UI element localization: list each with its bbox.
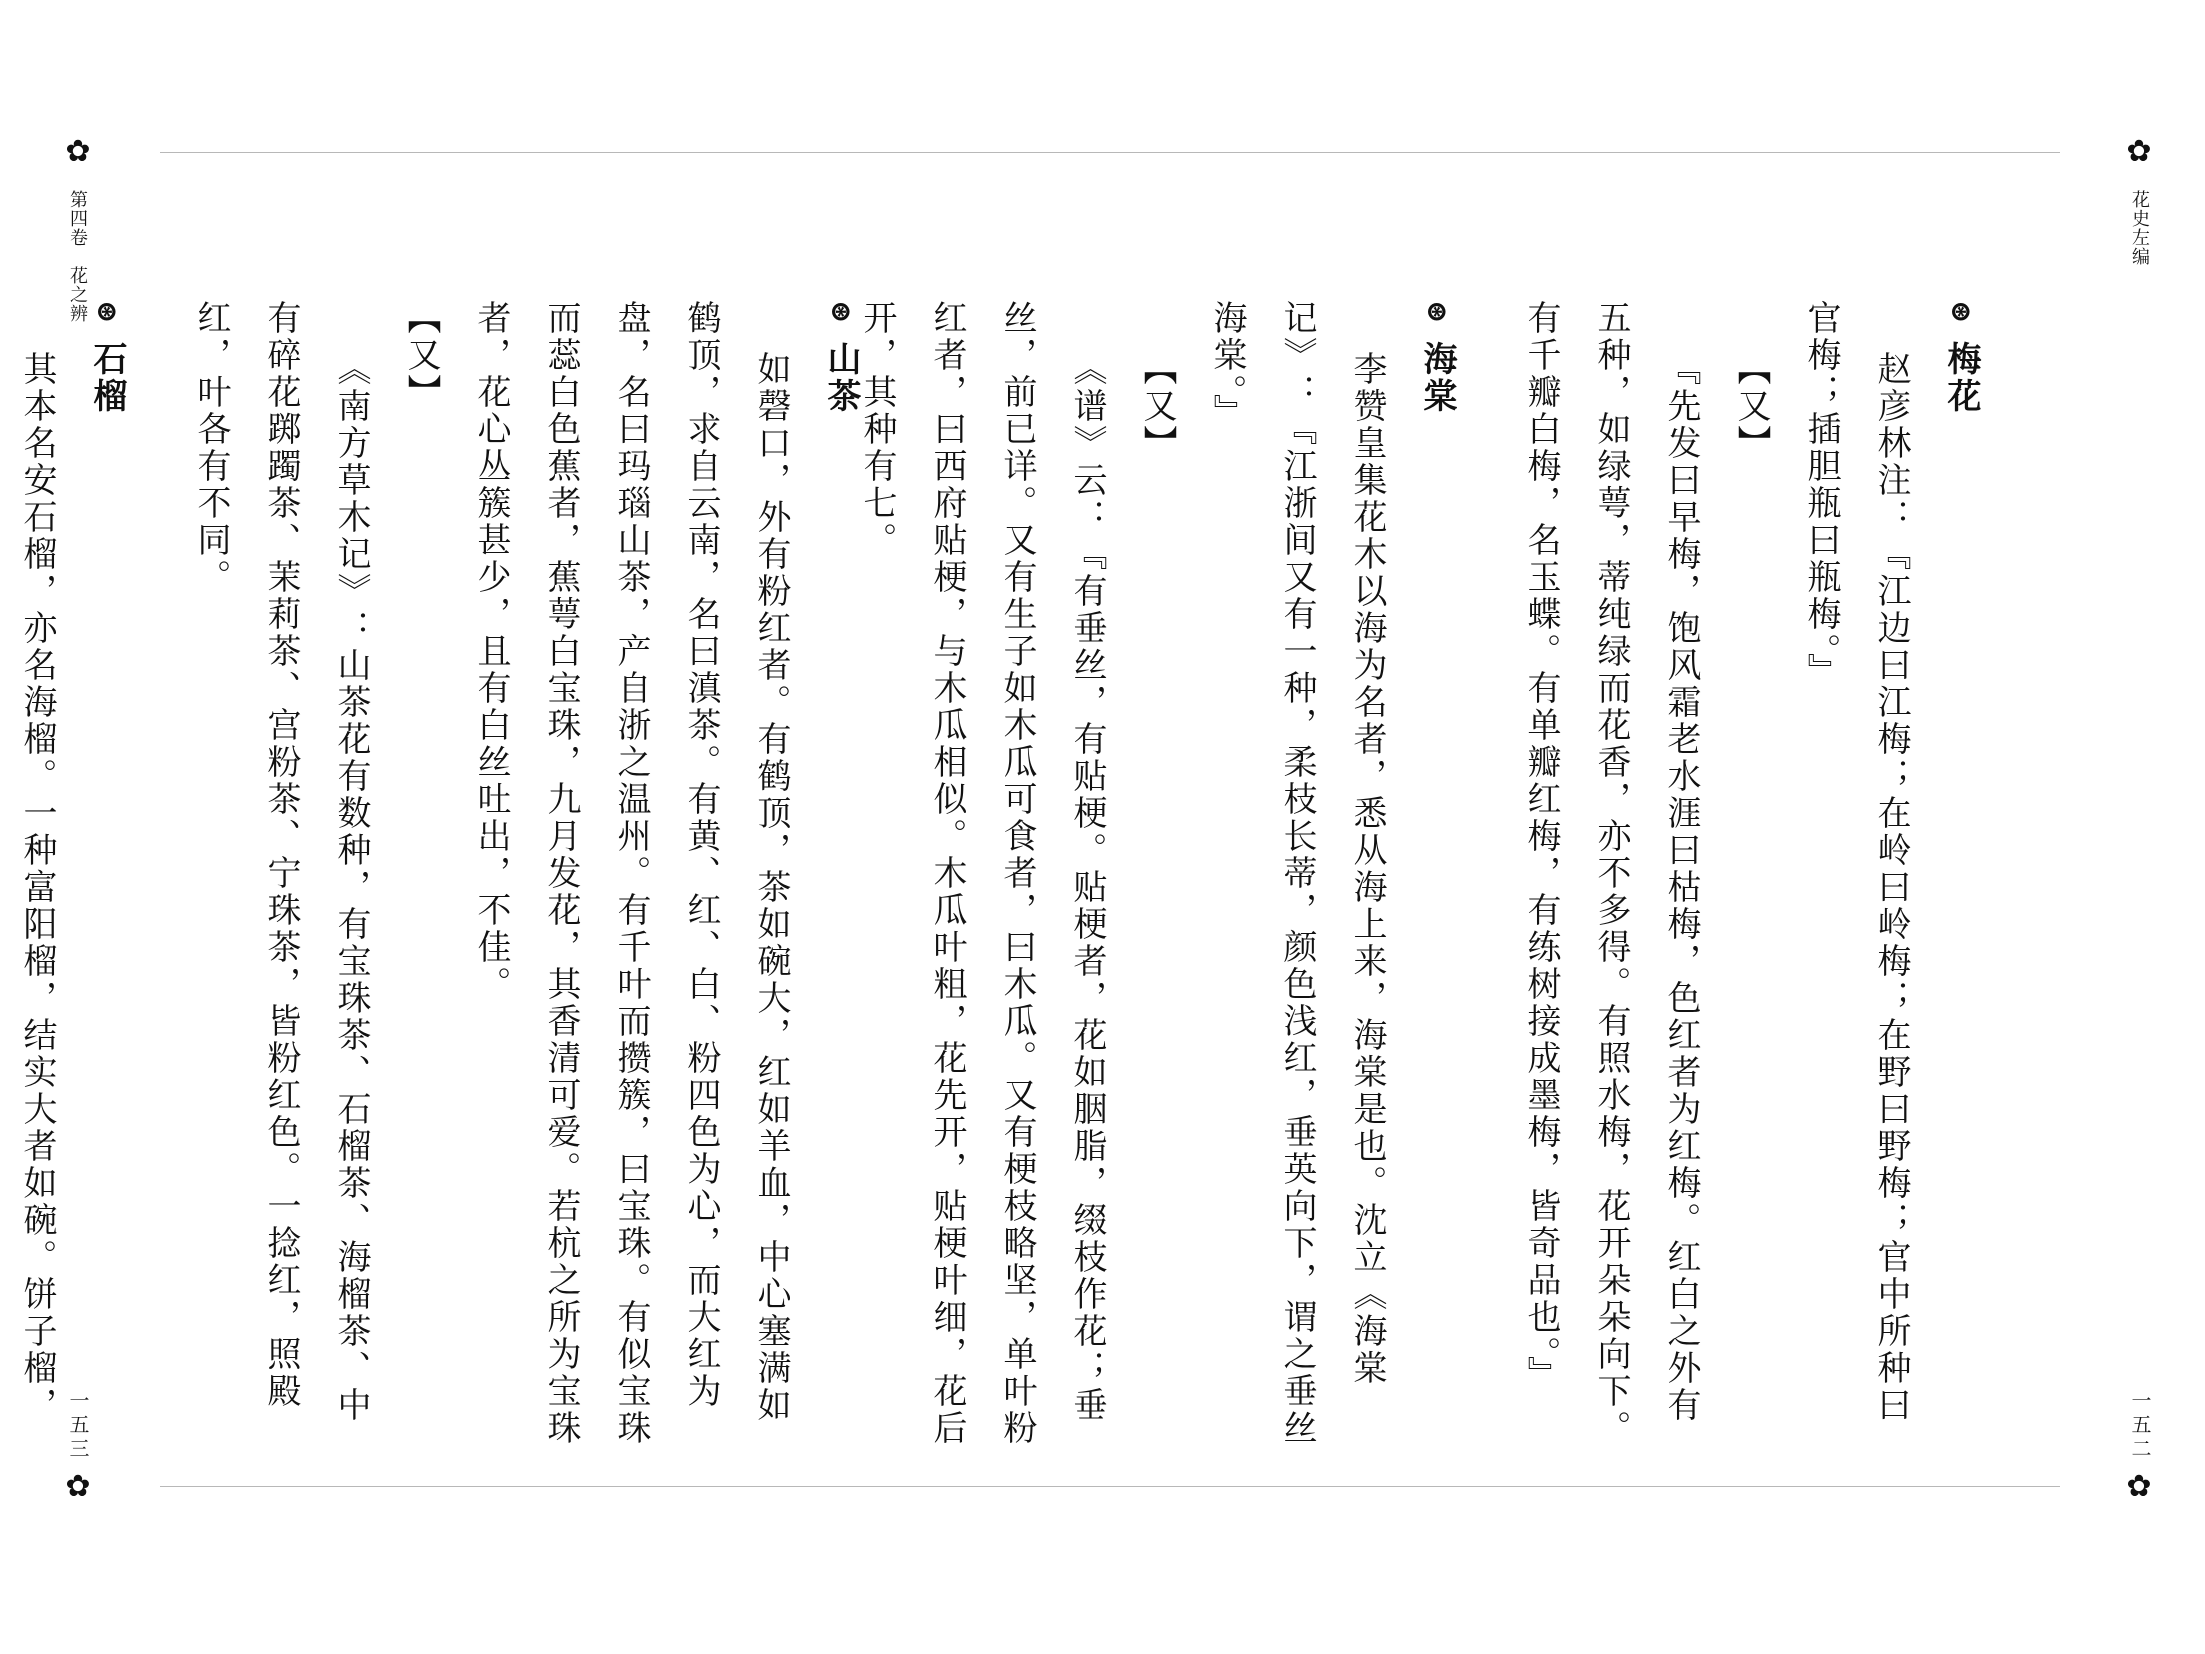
flower-ornament-icon: ✿ bbox=[65, 1469, 91, 1504]
right-running-header: 花史左编 bbox=[2129, 190, 2150, 266]
flower-ornament-icon: ✿ bbox=[2126, 1469, 2152, 1504]
sub-heading: 【又】 bbox=[1137, 351, 1177, 462]
paragraph: 李赞皇集花木以海为名者，悉从海上来，海棠是也。沈立《海棠记》：『江浙间又有一种，柔枝长蒂，颜色浅红，垂英向下，谓之垂丝海棠。』 bbox=[1207, 300, 1387, 1447]
section-heading-shiliu: ⊛ 石榴 bbox=[87, 300, 127, 416]
paragraph: 『先发曰早梅，饱风霜老水涯曰枯梅，色红者为红梅。红白之外有五种，如绿萼，蒂纯绿而花香，亦不多得。有照水梅，花开朵朵向下。有千瓣白梅，名玉蝶。有单瓣红梅，有练树接成墨梅，皆奇品也。』 bbox=[1521, 300, 1701, 1447]
section-heading-haitang: ⊛ 海棠 bbox=[1417, 300, 1457, 416]
section-heading-meihua: ⊛ 梅花 bbox=[1941, 300, 1981, 416]
section-bullet-icon: ⊛ bbox=[825, 300, 858, 327]
paragraph: 《南方草木记》：山茶花有数种，有宝珠茶、石榴茶、海榴茶、中有碎花踯躅茶、茉莉茶、宫粉茶、宁珠茶，皆粉红色。一捻红，照殿红，叶各有不同。 bbox=[191, 300, 371, 1424]
left-running-header: 第四卷 花之辨 bbox=[67, 190, 88, 323]
sub-heading: 【又】 bbox=[401, 300, 441, 411]
section-bullet-icon: ⊛ bbox=[1945, 300, 1978, 327]
section-bullet-icon: ⊛ bbox=[91, 300, 124, 327]
section-bullet-icon: ⊛ bbox=[1421, 300, 1454, 327]
right-page-number: 一五二 bbox=[2128, 1390, 2152, 1462]
right-page-body bbox=[857, 300, 2030, 1450]
paragraph: 其本名安石榴，亦名海榴。一种富阳榴，结实大者如碗。饼子榴， bbox=[17, 351, 57, 1424]
left-page-number: 一五三 bbox=[66, 1390, 90, 1462]
sub-heading: 【又】 bbox=[1731, 351, 1771, 462]
flower-ornament-icon: ✿ bbox=[2126, 134, 2152, 169]
paragraph: 赵彦林注：『江边曰江梅；在岭曰岭梅；在野曰野梅；官中所种曰官梅；插胆瓶曰瓶梅。』 bbox=[1801, 300, 1911, 1424]
section-heading-shancha: ⊛ 山茶 bbox=[821, 300, 861, 416]
top-rule bbox=[160, 152, 2060, 153]
bottom-rule bbox=[160, 1486, 2060, 1487]
paragraph: 如磬口，外有粉红者。有鹤顶，茶如碗大，红如羊血，中心塞满如鹤顶，求自云南，名曰滇茶。有黄、红、白、粉四色为心，而大红为盘，名曰玛瑙山茶，产自浙之温州。有千叶而攒簇，曰宝珠。有似宝珠而蕊白色蕉者，蕉萼白宝珠，九月发花，其香清可爱。若杭之所为宝珠者，花心丛簇甚少，且有白丝吐出，不佳。 bbox=[471, 300, 791, 1447]
paragraph: 《谱》云：『有垂丝，有贴梗。贴梗者，花如胭脂，缀枝作花；垂丝，前已详。又有生子如木瓜可食者，曰木瓜。又有梗枝略坚，单叶粉红者，曰西府贴梗，与木瓜相似。木瓜叶粗，花先开，贴梗叶细，花后开，其种有七。 bbox=[857, 300, 1107, 1447]
flower-ornament-icon: ✿ bbox=[65, 134, 91, 169]
